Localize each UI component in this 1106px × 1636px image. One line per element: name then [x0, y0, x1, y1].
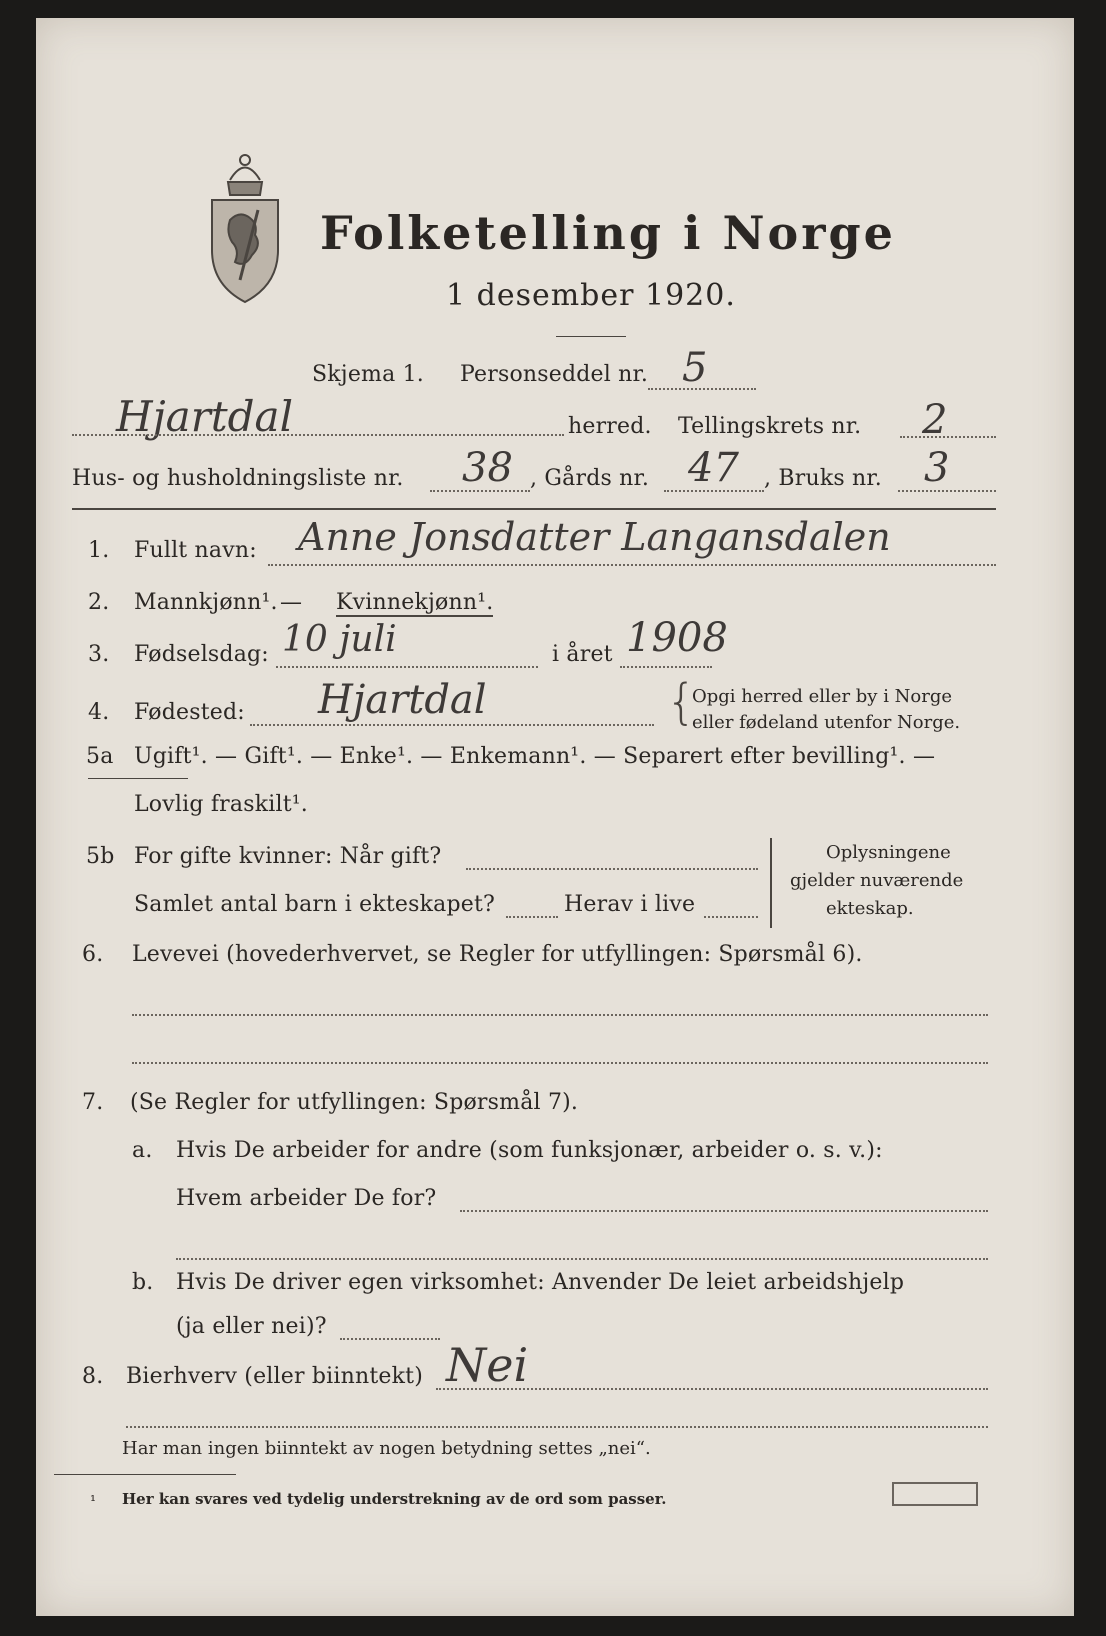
occupation-field-1[interactable]: [132, 1014, 988, 1016]
bruks-value: 3: [924, 445, 950, 491]
header-separator: [72, 508, 996, 510]
marital-ugift-underline: [88, 778, 188, 779]
hired-help-field[interactable]: [340, 1338, 440, 1340]
children-alive-label: Herav i live: [564, 892, 696, 917]
q2-number: 2.: [88, 590, 110, 615]
q3-number: 3.: [88, 642, 110, 667]
gender-dash: —: [280, 590, 303, 615]
children-alive-field[interactable]: [704, 916, 758, 918]
hus-value: 38: [462, 445, 513, 491]
birthplace-note-line2: eller fødeland utenfor Norge.: [692, 712, 961, 733]
q6-label: Levevei (hovederhvervet, se Regler for utfyllingen: Spørsmål 6).: [132, 942, 863, 967]
q4-number: 4.: [88, 700, 110, 725]
footnote-divider: [54, 1474, 236, 1475]
q7b-number: b.: [132, 1270, 154, 1295]
footnote-marker: ¹: [90, 1492, 97, 1510]
q7b-line1: Hvis De driver egen virksomhet: Anvender De leiet arbeidshjelp: [176, 1270, 905, 1295]
marriage-note-divider: [770, 838, 774, 928]
birthday-value: 10 juli: [282, 619, 397, 660]
gender-male-option[interactable]: Mannkjønn¹.: [134, 590, 278, 615]
q4-label: Fødested:: [134, 700, 245, 725]
marital-status-options[interactable]: Ugift¹. — Gift¹. — Enke¹. — Enkemann¹. — Separert efter bevilling¹. —: [134, 744, 936, 769]
herred-label: herred.: [568, 414, 652, 439]
marriage-note-line2: gjelder nuværende: [790, 870, 964, 891]
q7a-line1: Hvis De arbeider for andre (som funksjonær, arbeider o. s. v.):: [176, 1138, 883, 1163]
birthplace-field[interactable]: [250, 724, 654, 726]
gender-female-option[interactable]: Kvinnekjønn¹.: [336, 590, 494, 615]
side-income-field-2[interactable]: [126, 1426, 988, 1428]
full-name-value: Anne Jonsdatter Langansdalen: [298, 515, 891, 559]
q8-label: Bierhverv (eller biinntekt): [126, 1364, 424, 1389]
children-total-label: Samlet antal barn i ekteskapet?: [134, 892, 496, 917]
tellingskrets-value: 2: [922, 397, 948, 443]
form-title: Folketelling i Norge: [320, 206, 896, 260]
bruks-label: , Bruks nr.: [764, 466, 882, 491]
children-total-field[interactable]: [506, 916, 558, 918]
birthday-field[interactable]: [276, 666, 538, 668]
birthplace-value: Hjartdal: [318, 677, 487, 723]
birth-year-label: i året: [552, 642, 613, 667]
q7a-number: a.: [132, 1138, 153, 1163]
gards-value: 47: [688, 445, 739, 491]
title-divider: [556, 336, 626, 337]
q5b-number: 5b: [86, 844, 115, 869]
personseddel-value: 5: [682, 345, 708, 391]
herred-field[interactable]: [72, 434, 564, 436]
birthplace-note-brace: {: [666, 674, 697, 730]
birth-year-field[interactable]: [620, 666, 712, 668]
married-when-field[interactable]: [466, 868, 758, 870]
q1-label: Fullt navn:: [134, 538, 257, 563]
printer-stamp: [892, 1482, 978, 1506]
birth-year-value: 1908: [626, 615, 728, 661]
hus-label: Hus- og husholdningsliste nr.: [72, 466, 404, 491]
q7a-line2: Hvem arbeider De for?: [176, 1186, 437, 1211]
marriage-note-line1: Oplysningene: [826, 842, 951, 863]
schema-label: Skjema 1.: [312, 362, 425, 387]
employer-field[interactable]: [460, 1210, 988, 1212]
herred-value: Hjartdal: [116, 392, 294, 441]
married-when-label: For gifte kvinner: Når gift?: [134, 844, 442, 869]
q7-label: (Se Regler for utfyllingen: Spørsmål 7).: [130, 1090, 579, 1115]
footnote-text: Her kan svares ved tydelig understrekning av de ord som passer.: [122, 1490, 667, 1508]
marriage-note-line3: ekteskap.: [826, 898, 914, 919]
gards-label: , Gårds nr.: [530, 466, 650, 491]
census-form-sheet: [36, 18, 1074, 1616]
q1-number: 1.: [88, 538, 110, 563]
q7b-line2: (ja eller nei)?: [176, 1314, 327, 1339]
full-name-field[interactable]: [268, 564, 996, 566]
q6-number: 6.: [82, 942, 104, 967]
tellingskrets-label: Tellingskrets nr.: [678, 414, 862, 439]
occupation-field-2[interactable]: [132, 1062, 988, 1064]
marital-divorced-option[interactable]: Lovlig fraskilt¹.: [134, 792, 308, 817]
birthplace-note-line1: Opgi herred eller by i Norge: [692, 686, 953, 707]
side-income-value: Nei: [446, 1338, 529, 1392]
footer-note: Har man ingen biinntekt av nogen betydning settes „nei“.: [122, 1438, 651, 1459]
q5a-number: 5a: [86, 744, 114, 769]
norwegian-coat-of-arms-icon: [200, 150, 290, 310]
employer-field-2[interactable]: [176, 1258, 988, 1260]
census-date: 1 desember 1920.: [446, 278, 736, 313]
personseddel-label: Personseddel nr.: [460, 362, 649, 387]
tellingskrets-field[interactable]: [900, 436, 996, 438]
q8-number: 8.: [82, 1364, 104, 1389]
q7-number: 7.: [82, 1090, 104, 1115]
q3-label: Fødselsdag:: [134, 642, 269, 667]
